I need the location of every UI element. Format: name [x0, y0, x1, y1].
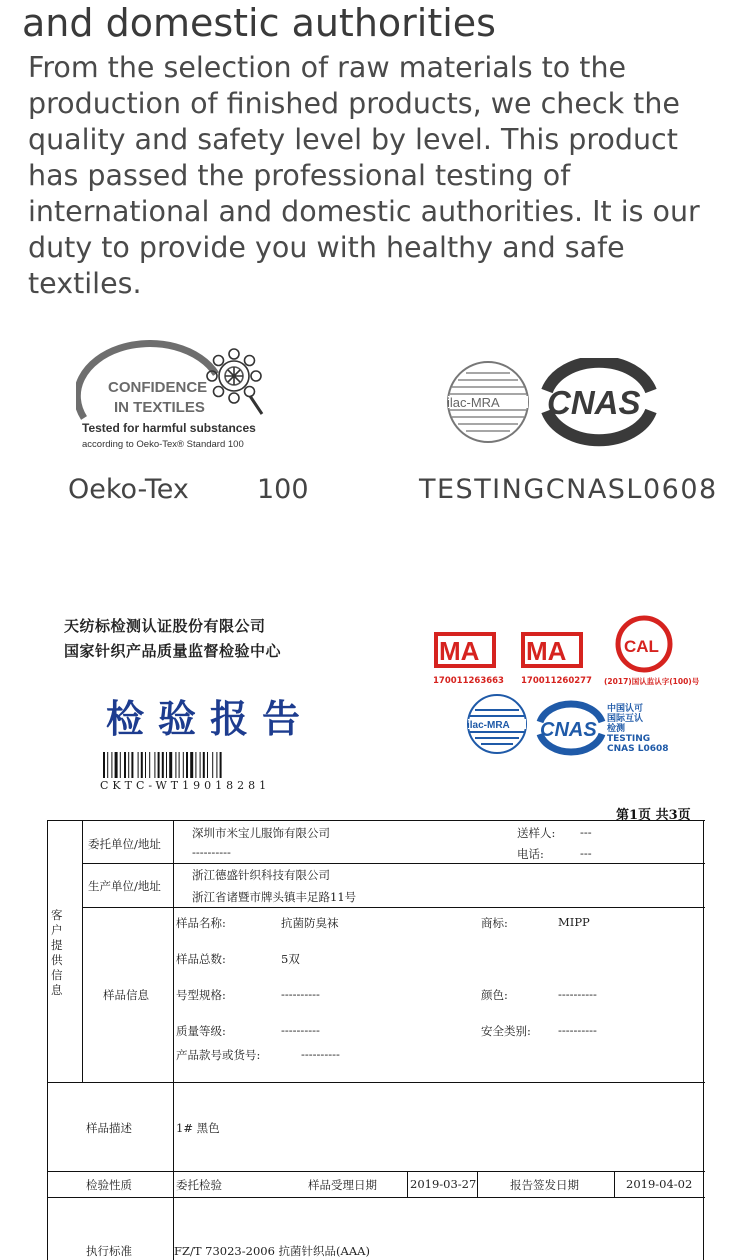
nature-label: 检验性质 [86, 1178, 132, 1192]
svg-text:MA: MA [439, 636, 480, 666]
ma-mark-1 [432, 628, 498, 672]
phone-value: --- [580, 846, 592, 860]
oeko-line2: IN TEXTILES [114, 399, 205, 416]
safety-value: ---------- [558, 1023, 597, 1037]
sample-name-label: 样品名称: [176, 916, 226, 930]
sample-info-label: 样品信息 [103, 988, 149, 1002]
report-company-line1: 天纺标检测认证股份有限公司 [64, 617, 266, 635]
cnas-cn-line2: 国际互认 [607, 714, 644, 724]
producer-label: 生产单位/地址 [88, 879, 161, 893]
ma-mark-1-number: 170011263663 [433, 676, 504, 686]
svg-text:CNAS: CNAS [540, 719, 597, 741]
svg-text:CAL: CAL [624, 637, 659, 656]
sample-name: 抗菌防臭袜 [281, 916, 339, 930]
phone-label: 电话: [517, 847, 544, 861]
cal-mark-number: (2017)国认监认字(100)号 [604, 677, 700, 686]
grade-value: ---------- [281, 1023, 320, 1037]
color-value: ---------- [558, 987, 597, 1001]
issued-label: 报告签发日期 [510, 1178, 579, 1192]
svg-text:MA: MA [526, 636, 567, 666]
ilac-cnas-logo [444, 358, 659, 448]
barcode [103, 752, 265, 778]
nature-value: 委托检验 [176, 1178, 222, 1192]
oeko-according: according to Oeko-Tex® Standard 100 [82, 439, 244, 450]
quantity-label: 样品总数: [176, 952, 226, 966]
cal-mark [612, 614, 678, 674]
oeko-tested: Tested for harmful substances [82, 421, 256, 435]
oeko-caption-name: Oeko-Tex [68, 474, 189, 505]
sender-label: 送样人: [517, 826, 556, 840]
producer-name: 浙江德盛针织科技有限公司 [192, 868, 330, 882]
brand-value: MIPP [558, 915, 590, 929]
producer-address: 浙江省诸暨市牌头镇丰足路11号 [192, 890, 357, 904]
description-value: 1# 黑色 [176, 1121, 220, 1135]
sender-value: --- [580, 825, 592, 839]
ma-mark-2-number: 170011260277 [521, 676, 592, 686]
standard-label: 执行标准 [86, 1244, 132, 1258]
description-label: 样品描述 [86, 1121, 132, 1135]
cnas-text: CNAS [547, 384, 641, 421]
oeko-caption-number: 100 [257, 474, 309, 505]
color-label: 颜色: [481, 988, 508, 1002]
oeko-tex-logo [76, 340, 276, 455]
brand-label: 商标: [481, 916, 508, 930]
received-date: 2019-03-27 [410, 1177, 477, 1191]
received-label: 样品受理日期 [308, 1178, 377, 1192]
page-number: 第1页 共3页 [616, 808, 691, 823]
intro-paragraph: From the selection of raw materials to the production of finished products, we check the quality and safety level by level. This product has passed the professional testing of international and domestic authorities. It is our duty to provide you with healthy and safe textiles. [28, 51, 700, 300]
ilac-text: ilac-MRA [447, 395, 500, 410]
quantity-value: 5双 [281, 952, 300, 966]
safety-label: 安全类别: [481, 1024, 531, 1038]
client-address: ---------- [192, 845, 231, 859]
standard-value: FZ/T 73023-2006 抗菌针织品(AAA) [174, 1244, 370, 1258]
oeko-line1: CONFIDENCE [108, 379, 208, 396]
report-title: 检验报告 [106, 696, 315, 741]
ilac-mark-small [465, 692, 529, 756]
item-no-value: ---------- [301, 1047, 340, 1061]
client-label: 委托单位/地址 [88, 837, 161, 851]
grade-label: 质量等级: [176, 1024, 226, 1038]
cnas-caption: TESTINGCNASL0608 [419, 474, 718, 505]
customer-info-side-label: 客户提供信息 [51, 908, 63, 997]
model-label: 号型规格: [176, 988, 226, 1002]
section-heading: and domestic authorities [22, 1, 496, 45]
model-value: ---------- [281, 987, 320, 1001]
cnas-en-line2: CNAS L0608 [607, 744, 669, 754]
svg-text:ilac-MRA: ilac-MRA [467, 720, 510, 731]
report-company-line2: 国家针织产品质量监督检验中心 [64, 642, 282, 660]
issued-date: 2019-04-02 [626, 1177, 693, 1191]
cnas-en-line1: TESTING [607, 734, 651, 744]
item-no-label: 产品款号或货号: [176, 1048, 261, 1062]
cnas-cn-line1: 中国认可 [607, 704, 644, 714]
cnas-mark-cn-text [607, 704, 669, 754]
barcode-number: CKTC-WT19018281 [100, 779, 271, 792]
cnas-cn-line3: 检测 [607, 724, 626, 734]
client-name: 深圳市米宝儿服饰有限公司 [192, 826, 330, 840]
cnas-mark-small [536, 700, 606, 756]
ma-mark-2 [519, 628, 585, 672]
